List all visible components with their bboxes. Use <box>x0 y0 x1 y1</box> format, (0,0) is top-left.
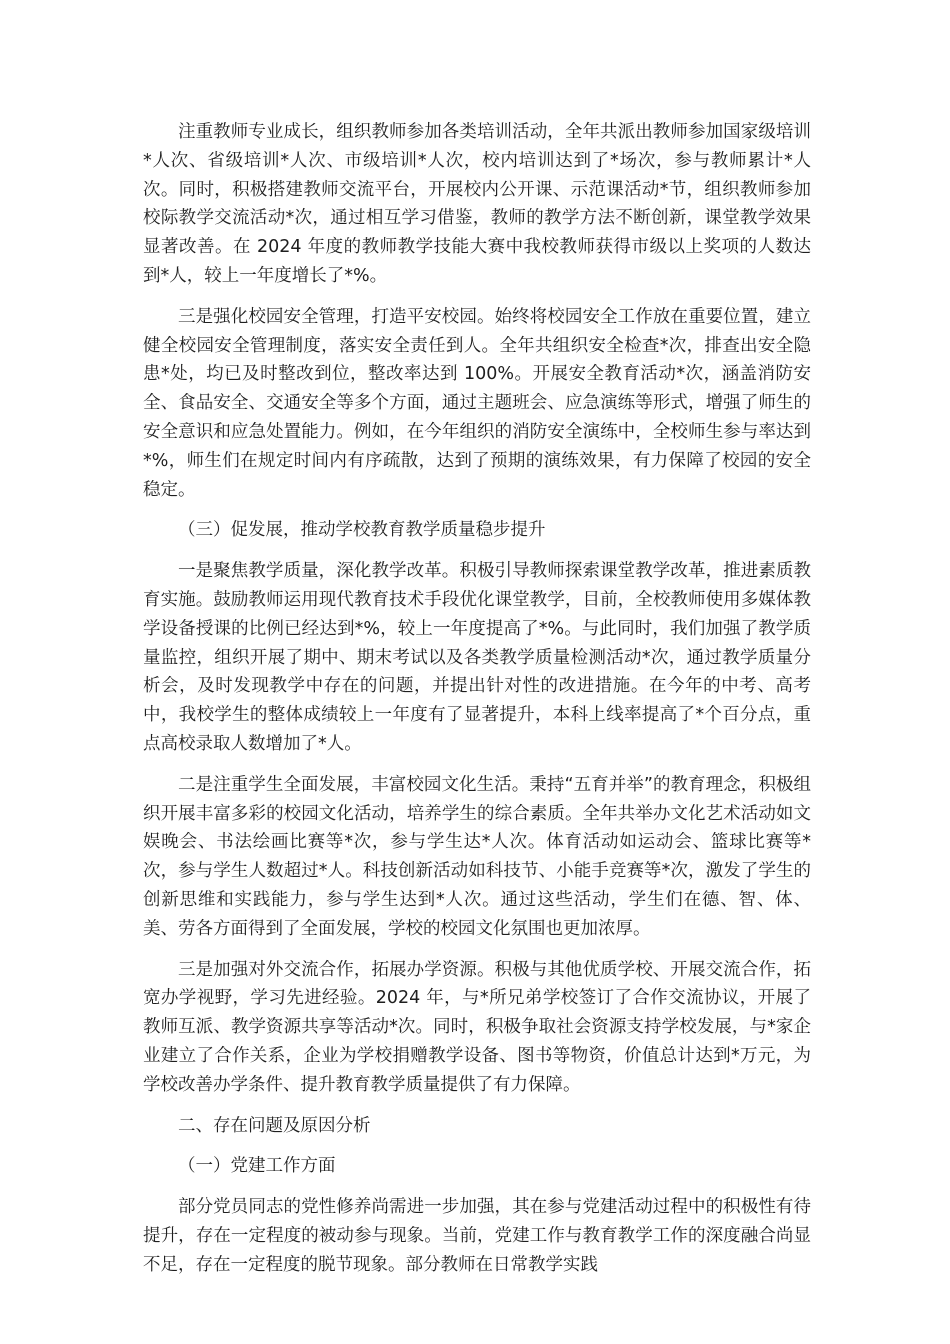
section-heading-party-work: （一）党建工作方面 <box>178 1156 336 1177</box>
paragraph-party-members: 部分党员同志的党性修养尚需进一步加强，其在参与党建活动过程中的积极性有待提升，存在一定程度的被动参与现象。当前，党建工作与教育教学工作的深度融合尚显不足，存在一定程度的脱节现象。部分教师在日常教学实践 <box>143 1197 811 1275</box>
paragraph-external-cooperation: 三是加强对外交流合作，拓展办学资源。积极与其他优质学校、开展交流合作，拓宽办学视野，学习先进经验。2024 年，与*所兄弟学校签订了合作交流协议，开展了教师互派、教学资源共享等活动*次。同时，积极争取社会资源支持学校发展，与*家企业建立了合作关系，企业为学校捐赠教学设备、图书等物资，价值总计达到*万元，为学校改善办学条件、提升教育教学质量提供了有力保障。 <box>143 959 811 1095</box>
document-body <box>143 118 811 1291</box>
paragraph-student-development: 二是注重学生全面发展，丰富校园文化生活。秉持“五育并举”的教育理念，积极组织开展丰富多彩的校园文化活动，培养学生的综合素质。全年共举办文化艺术活动如文娱晚会、书法绘画比赛等*次，参与学生达*人次。体育活动如运动会、篮球比赛等*次，参与学生人数超过*人。科技创新活动如科技节、小能手竞赛等*次，激发了学生的创新思维和实践能力，参与学生达到*人次。通过这些活动，学生们在德、智、体、美、劳各方面得到了全面发展，学校的校园文化氛围也更加浓厚。 <box>143 774 811 939</box>
paragraph-teaching-quality: 一是聚焦教学质量，深化教学改革。积极引导教师探索课堂教学改革，推进素质教育实施。鼓励教师运用现代教育技术手段优化课堂教学，目前，全校教师使用多媒体教学设备授课的比例已经达到*%，较上一年度提高了*%。与此同时，我们加强了教学质量监控，组织开展了期中、期末考试以及各类教学质量检测活动*次，通过教学质量分析会，及时发现教学中存在的问题，并提出针对性的改进措施。在今年的中考、高考中，我校学生的整体成绩较上一年度有了显著提升，本科上线率提高了*个百分点，重点高校录取人数增加了*人。 <box>143 561 811 754</box>
paragraph-campus-safety: 三是强化校园安全管理，打造平安校园。始终将校园安全工作放在重要位置，建立健全校园安全管理制度，落实安全责任到人。全年共组织安全检查*次，排查出安全隐患*处，均已及时整改到位，整改率达到 100%。开展安全教育活动*次，涵盖消防安全、食品安全、交通安全等多个方面，通过主题班会、应急演练等形式，增强了师生的安全意识和应急处置能力。例如，在今年组织的消防安全演练中，全校师生参与率达到*%，师生们在规定时间内有序疏散，达到了预期的演练效果，有力保障了校园的安全稳定。 <box>143 306 811 500</box>
chapter-heading-problems: 二、存在问题及原因分析 <box>178 1115 371 1136</box>
paragraph-teacher-training: 注重教师专业成长，组织教师参加各类培训活动，全年共派出教师参加国家级培训*人次、省级培训*人次、市级培训*人次，校内培训达到了*场次，参与教师累计*人次。同时，积极搭建教师交流平台，开展校内公开课、示范课活动*节，组织教师参加校际教学交流活动*次，通过相互学习借鉴，教师的教学方法不断创新，课堂教学效果显著改善。在 2024 年度的教师教学技能大赛中我校教师获得市级以上奖项的人数达到*人，较上一年度增长了*%。 <box>143 122 811 286</box>
section-heading-3: （三）促发展，推动学校教育教学质量稳步提升 <box>178 520 546 541</box>
